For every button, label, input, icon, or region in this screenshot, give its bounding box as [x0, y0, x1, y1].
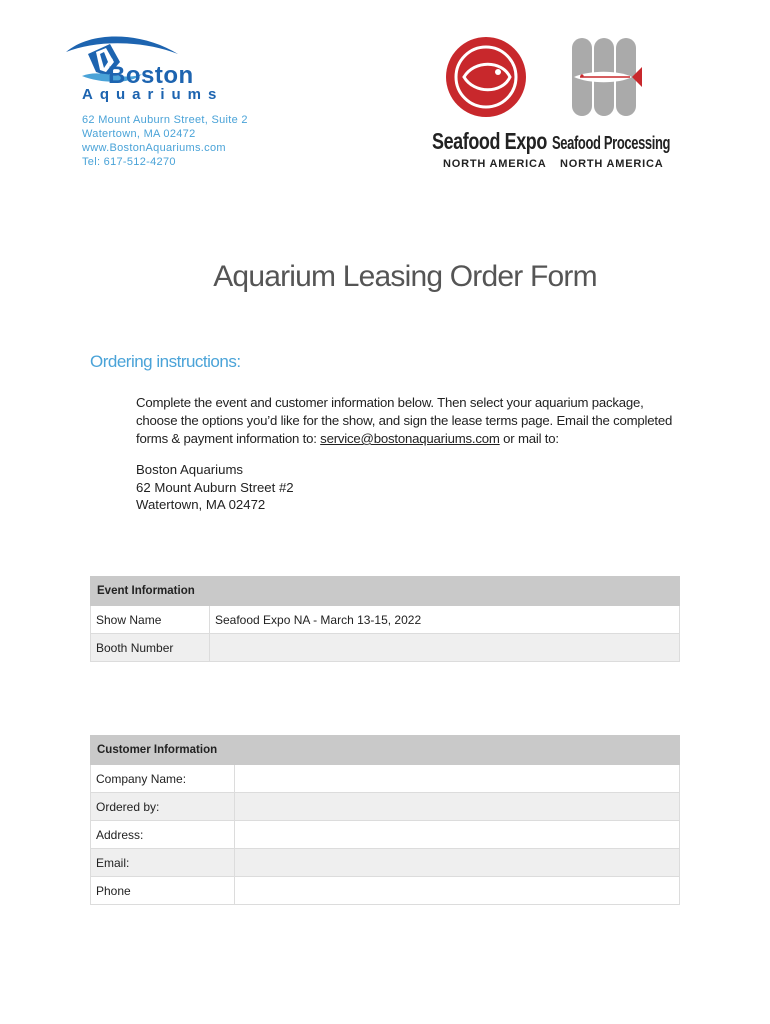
table-row [91, 849, 680, 877]
logo-swoosh [66, 36, 178, 54]
seafood-expo-region: NORTH AMERICA [443, 158, 547, 170]
seafood-logos [434, 36, 664, 176]
booth-number-field[interactable] [210, 634, 680, 662]
website-line: www.BostonAquariums.com [82, 142, 226, 154]
instructions-text [136, 394, 684, 448]
table-row [91, 765, 680, 793]
mail-line: Watertown, MA 02472 [136, 497, 266, 512]
phone-line: Tel: 617-512-4270 [82, 156, 176, 168]
phone-field[interactable] [235, 877, 680, 905]
show-name-field[interactable]: Seafood Expo NA - March 13-15, 2022 [210, 606, 680, 634]
page-title: Aquarium Leasing Order Form [213, 260, 597, 293]
instructions-tail: or mail to: [499, 431, 559, 446]
instructions-body: Complete the event and customer information below. Then select your aquarium package, choose the options you’d like for the show, and sign the lease terms page. Email the completed forms & payment information to: [136, 395, 673, 446]
email-label: Email: [91, 849, 235, 877]
aquariums-wordmark: Aquariums [82, 86, 224, 103]
mail-line: Boston Aquariums [136, 462, 244, 477]
table-row [91, 793, 680, 821]
mail-line: 62 Mount Auburn Street #2 [136, 479, 294, 495]
fish-circle-logo-icon [446, 37, 526, 117]
company-address [82, 113, 248, 169]
table-header-row [91, 577, 680, 606]
mailing-address [136, 461, 294, 514]
seafood-expo-wordmark: Seafood Expo [432, 128, 547, 154]
ordered-by-label: Ordered by: [91, 793, 235, 821]
address-line: Watertown, MA 02472 [82, 128, 196, 140]
instructions-heading: Ordering instructions: [90, 352, 241, 371]
seafood-processing-wordmark: Seafood Processing [552, 133, 671, 153]
table-row [91, 634, 680, 662]
event-information-header: Event Information [91, 577, 680, 606]
email-link[interactable]: service@bostonaquariums.com [320, 431, 500, 446]
table-header-row [91, 736, 680, 765]
seafood-processing-region: NORTH AMERICA [560, 158, 664, 170]
table-row [91, 606, 680, 634]
fish-bars-logo-icon [572, 38, 642, 116]
email-field[interactable] [235, 849, 680, 877]
phone-label: Phone [91, 877, 235, 905]
customer-information-table [90, 735, 680, 905]
booth-number-label: Booth Number [91, 634, 210, 662]
show-name-label: Show Name [91, 606, 210, 634]
company-name-label: Company Name: [91, 765, 235, 793]
table-row [91, 821, 680, 849]
table-row [91, 877, 680, 905]
customer-information-header: Customer Information [91, 736, 680, 765]
address-line: 62 Mount Auburn Street, Suite 2 [82, 114, 248, 126]
address-label: Address: [91, 821, 235, 849]
ordered-by-field[interactable] [235, 793, 680, 821]
address-field[interactable] [235, 821, 680, 849]
event-information-table [90, 576, 680, 662]
boston-wordmark: Boston [108, 62, 194, 89]
company-name-field[interactable] [235, 765, 680, 793]
